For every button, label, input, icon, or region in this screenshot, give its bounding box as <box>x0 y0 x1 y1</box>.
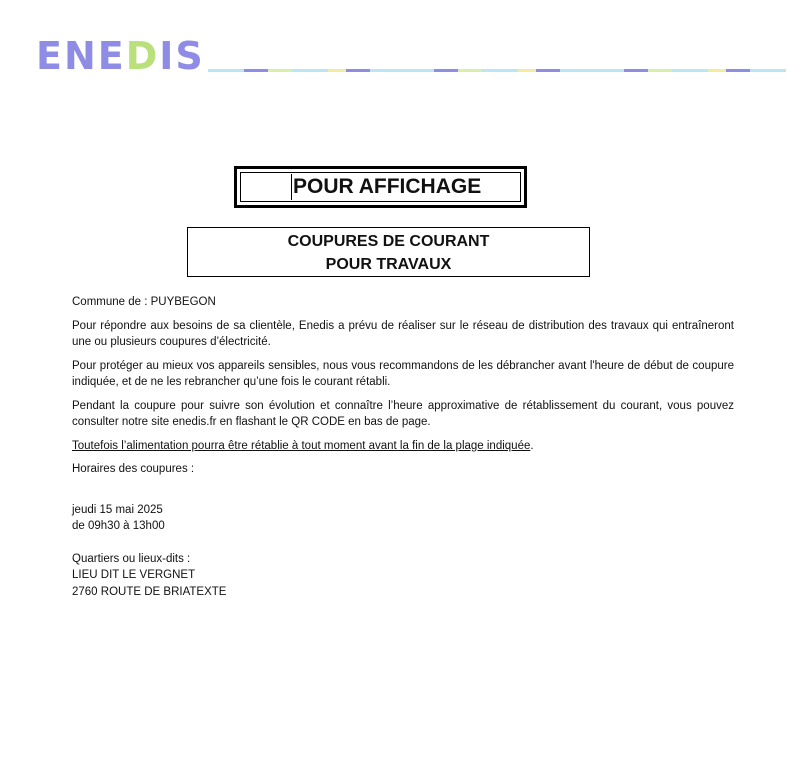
location-item: LIEU DIT LE VERGNET <box>72 569 196 581</box>
warning-line <box>72 438 734 455</box>
header-decorative-line <box>208 69 786 72</box>
notice-title-line2: POUR TRAVAUX <box>325 256 452 273</box>
paragraph-appliances: Pour protéger au mieux vos appareils sensibles, nous vous recommandons de les débrancher avant l'heure de début de coupure indiquée, et de ne les rebrancher qu’une fois le courant rétabli. <box>72 359 734 388</box>
location-item: 2760 ROUTE DE BRIATEXTE <box>72 585 227 598</box>
schedule-label: Horaires des coupures : <box>72 463 195 475</box>
paragraph-follow-up: Pendant la coupure pour suivre son évolution et connaître l’heure approximative de rétablissement du courant, vous pouvez consulter notre site enedis.fr en flashant le QR CODE en bas de page. <box>72 399 734 428</box>
spacer <box>72 478 734 502</box>
warning-underlined-text: Toutefois l’alimentation pourra être rétablie à tout moment avant la fin de la plage indiquée <box>72 439 531 452</box>
display-label-box <box>234 166 527 208</box>
warning-period: . <box>530 439 534 452</box>
enedis-logo <box>36 36 205 76</box>
display-label-inner-border <box>240 172 521 202</box>
notice-body <box>72 294 734 600</box>
logo-text: ENEDIS <box>36 34 205 78</box>
display-label: POUR AFFICHAGE <box>293 175 482 198</box>
spacer <box>72 535 734 551</box>
paragraph-works: Pour répondre aux besoins de sa clientèle, Enedis a prévu de réaliser sur le réseau de distribution des travaux qui entraîneront une ou plusieurs coupures d’électricité. <box>72 319 734 348</box>
notice-title-box <box>187 227 590 277</box>
outage-time-range: de 09h30 à 13h00 <box>72 520 165 532</box>
locations-label: Quartiers ou lieux-dits : <box>72 552 191 565</box>
outage-date: jeudi 15 mai 2025 <box>72 503 163 516</box>
commune-line: Commune de : PUYBEGON <box>72 296 216 308</box>
notice-title-line1: COUPURES DE COURANT <box>287 233 490 250</box>
